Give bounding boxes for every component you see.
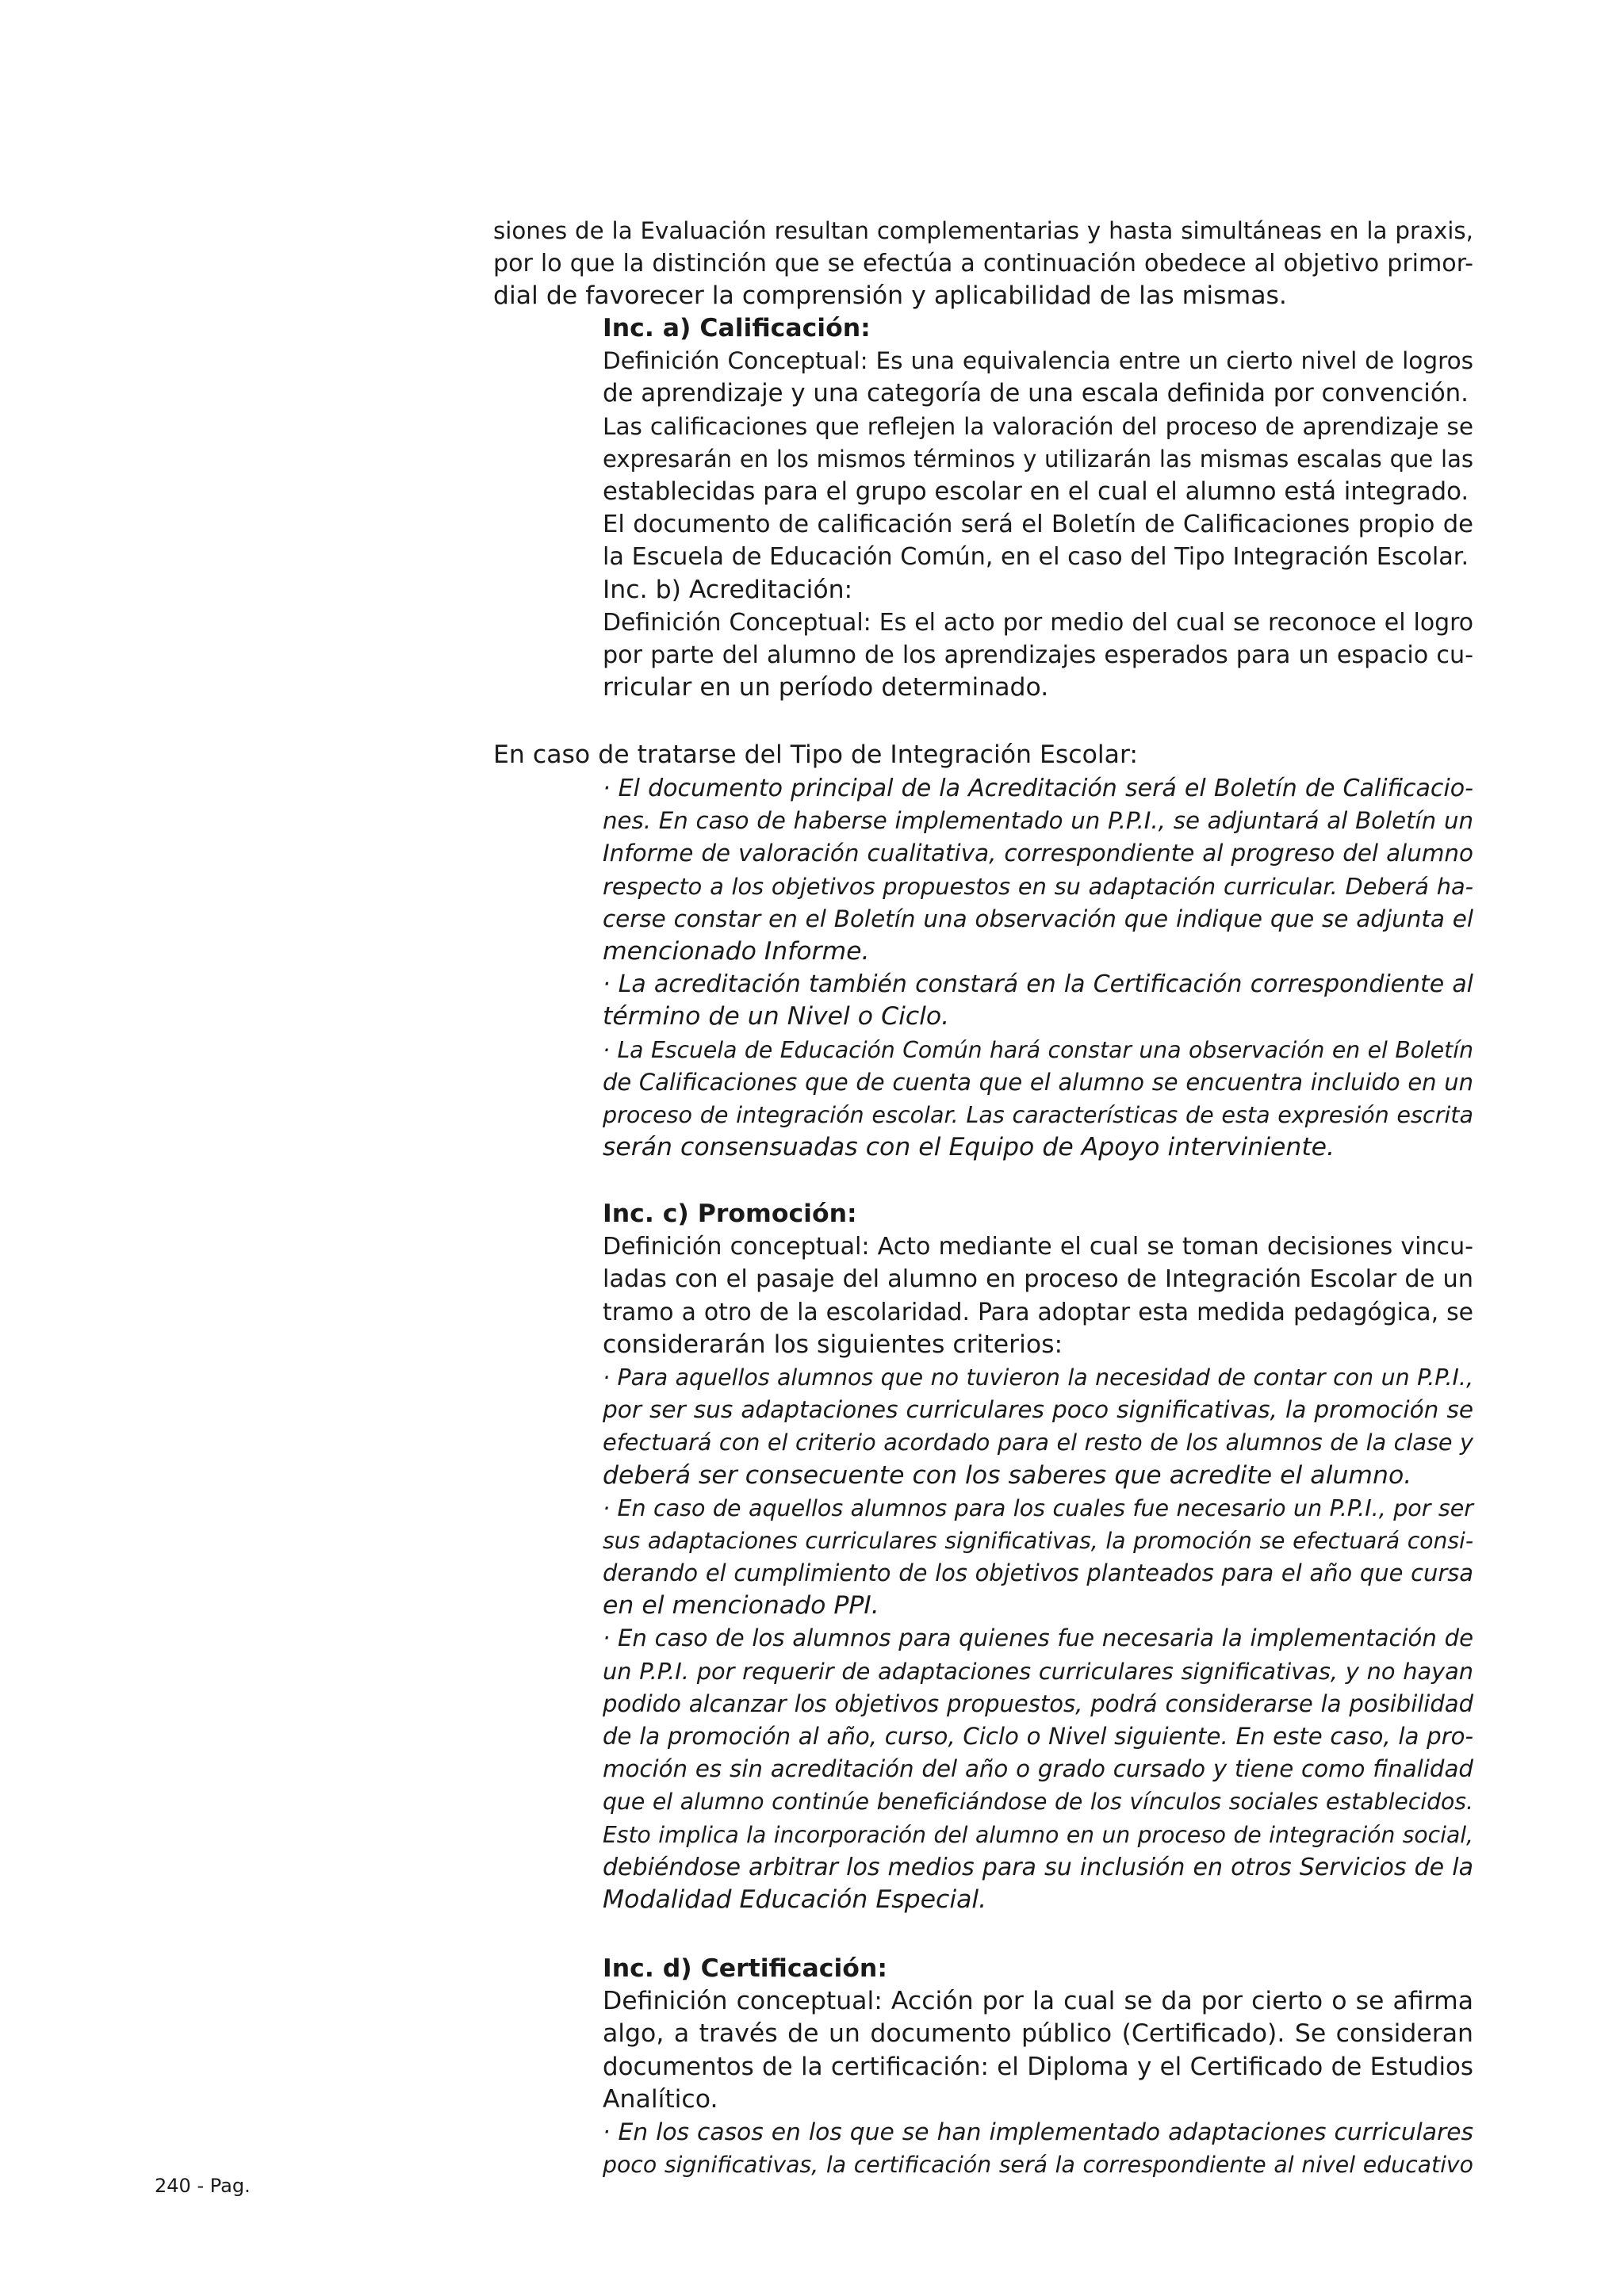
- list-item: · El documento principal de la Acreditación será el Boletín de Calificacio-: [603, 775, 1473, 802]
- text-line: Las calificaciones que reflejen la valoración del proceso de aprendizaje se: [603, 412, 1473, 440]
- text-line: ladas con el pasaje del alumno en proceso de Integración Escolar de un: [603, 1265, 1473, 1294]
- list-item: · En los casos en los que se han implementado adaptaciones curriculares: [603, 2118, 1473, 2146]
- text-line: siones de la Evaluación resultan complementarias y hasta simultáneas en la praxis,: [493, 217, 1473, 244]
- text-line: la Escuela de Educación Común, en el caso del Tipo Integración Escolar.: [603, 543, 1469, 572]
- list-item: Informe de valoración cualitativa, correspondiente al progreso del alumno: [603, 840, 1473, 867]
- section-heading: Inc. b) Acreditación:: [603, 575, 853, 604]
- list-item: moción es sin acreditación del año o grado cursado y tiene como finalidad: [603, 1755, 1473, 1783]
- text-line: Definición conceptual: Acción por la cual se da por cierto o se afirma: [603, 1987, 1473, 2016]
- list-item: por ser sus adaptaciones curriculares poco significativas, la promoción se: [603, 1396, 1473, 1424]
- list-item: mencionado Informe.: [603, 936, 870, 966]
- list-item: sus adaptaciones curriculares significativas, la promoción se efectuará consi-: [603, 1527, 1473, 1554]
- section-heading: Inc. d) Certificación:: [603, 1954, 887, 1983]
- text-line: por lo que la distinción que se efectúa a continuación obedece al objetivo primor-: [493, 250, 1473, 278]
- text-line: Definición Conceptual: Es una equivalencia entre un cierto nivel de logros: [603, 347, 1473, 375]
- list-item: deberá ser consecuente con los saberes que acredite el alumno.: [603, 1460, 1412, 1490]
- text-line: documentos de la certificación: el Diploma y el Certificado de Estudios: [603, 2052, 1473, 2081]
- page-number: 240 - Pag.: [155, 2175, 251, 2197]
- list-item: en el mencionado PPI.: [603, 1591, 879, 1621]
- section-heading: Inc. c) Promoción:: [603, 1200, 857, 1228]
- text-line: tramo a otro de la escolaridad. Para adoptar esta medida pedagógica, se: [603, 1298, 1473, 1326]
- text-line: En caso de tratarse del Tipo de Integración Escolar:: [493, 740, 1138, 769]
- text-line: Analítico.: [603, 2084, 718, 2114]
- text-line: dial de favorecer la comprensión y aplicabilidad de las mismas.: [493, 281, 1287, 311]
- section-calificacion: [603, 312, 1473, 704]
- acreditacion-items: [603, 772, 1473, 1164]
- list-item: derando el cumplimiento de los objetivos planteados para el año que cursa: [603, 1559, 1473, 1587]
- list-item: término de un Nivel o Ciclo.: [603, 1002, 950, 1031]
- text-line: Definición conceptual: Acto mediante el cual se toman decisiones vincu-: [603, 1233, 1473, 1261]
- list-item: cerse constar en el Boletín una observación que indique que se adjunta el: [603, 905, 1473, 932]
- text-line: rricular en un período determinado.: [603, 673, 1049, 702]
- text-line: Definición Conceptual: Es el acto por medio del cual se reconoce el logro: [603, 608, 1473, 637]
- list-item: · Para aquellos alumnos que no tuvieron la necesidad de contar con un P.P.I.,: [603, 1364, 1473, 1391]
- list-item: debiéndose arbitrar los medios para su inclusión en otros Servicios de la: [603, 1853, 1473, 1881]
- list-item: proceso de integración escolar. Las características de esta expresión escrita: [603, 1100, 1473, 1128]
- text-line: algo, a través de un documento público (Certificado). Se consideran: [603, 2019, 1473, 2049]
- list-item: nes. En caso de haberse implementado un P.P.I., se adjuntará al Boletín un: [603, 807, 1473, 835]
- list-item: · La acreditación también constará en la Certificación correspondiente al: [603, 970, 1473, 999]
- section-promocion: [603, 1198, 1473, 1916]
- list-item: de la promoción al año, curso, Ciclo o Nivel siguiente. En este caso, la pro-: [603, 1723, 1473, 1750]
- list-item: serán consensuadas con el Equipo de Apoyo interviniente.: [603, 1133, 1335, 1162]
- list-item: respecto a los objetivos propuestos en su adaptación curricular. Deberá ha-: [603, 872, 1473, 900]
- text-line: de aprendizaje y una categoría de una escala definida por convención.: [603, 379, 1469, 408]
- text-line: considerarán los siguientes criterios:: [603, 1330, 1063, 1359]
- section-certificacion: [603, 1953, 1473, 2181]
- list-item: un P.P.I. por requerir de adaptaciones curriculares significativas, y no hayan: [603, 1657, 1473, 1685]
- list-item: de Calificaciones que de cuenta que el alumno se encuentra incluido en un: [603, 1068, 1473, 1096]
- text-line: El documento de calificación será el Boletín de Calificaciones propio de: [603, 511, 1473, 539]
- list-item: poco significativas, la certificación será la correspondiente al nivel educativo: [603, 2152, 1473, 2179]
- list-item: efectuará con el criterio acordado para el resto de los alumnos de la clase y: [603, 1429, 1473, 1456]
- list-item: Esto implica la incorporación del alumno en un proceso de integración social,: [603, 1821, 1473, 1848]
- section-heading: Inc. a) Calificación:: [603, 314, 871, 342]
- text-line: por parte del alumno de los aprendizajes esperados para un espacio cu-: [603, 641, 1473, 669]
- text-line: establecidas para el grupo escolar en el cual el alumno está integrado.: [603, 476, 1469, 506]
- list-item: · En caso de los alumnos para quienes fue necesaria la implementación de: [603, 1624, 1473, 1652]
- list-item: podido alcanzar los objetivos propuestos, podrá considerarse la posibilidad: [603, 1689, 1473, 1717]
- list-item: que el alumno continúe beneficiándose de los vínculos sociales establecidos.: [603, 1789, 1473, 1816]
- list-item: · En caso de aquellos alumnos para los cuales fue necesario un P.P.I., por ser: [603, 1494, 1473, 1521]
- list-item: · La Escuela de Educación Común hará constar una observación en el Boletín: [603, 1036, 1473, 1063]
- integracion-intro: [493, 739, 1473, 771]
- list-item: Modalidad Educación Especial.: [603, 1885, 987, 1914]
- intro-paragraph: [493, 215, 1473, 313]
- text-line: expresarán en los mismos términos y utilizarán las mismas escalas que las: [603, 445, 1473, 473]
